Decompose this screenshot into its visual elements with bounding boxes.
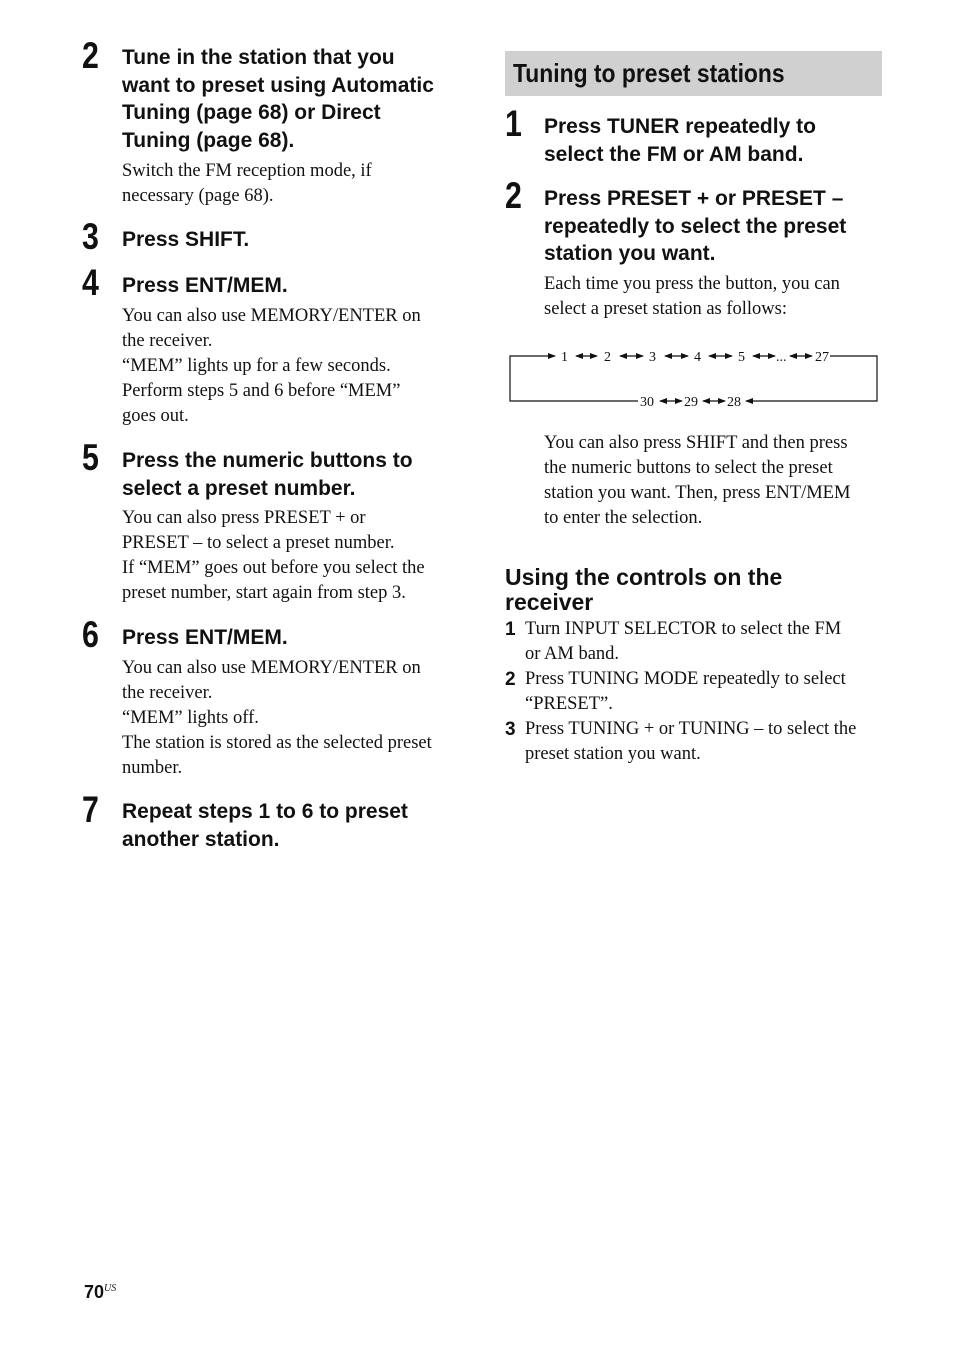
preset-label: ...: [776, 350, 787, 365]
section-header-bar: [505, 51, 882, 96]
body-line: to enter the selection.: [544, 508, 703, 528]
body-line: preset number, start again from step 3.: [122, 583, 406, 603]
preset-label: 2: [604, 350, 611, 365]
heading-line: select the FM or AM band.: [544, 142, 804, 166]
page-region-suffix: US: [104, 1283, 117, 1294]
body-line: number.: [122, 758, 183, 778]
heading-line: Tuning (page 68).: [122, 128, 295, 152]
body-line: “MEM” lights off.: [122, 708, 259, 728]
control-step-text: [525, 667, 846, 717]
step-number: 7: [82, 789, 99, 830]
body-line: “MEM” lights up for a few seconds.: [122, 356, 391, 376]
step-body: [122, 304, 421, 429]
step-heading: [122, 44, 434, 154]
step-number: 5: [82, 437, 99, 478]
step-heading: [122, 798, 408, 853]
body-line: “PRESET”.: [525, 694, 613, 714]
heading-line: Press ENT/MEM.: [122, 626, 288, 649]
control-step-text: [525, 717, 856, 767]
step-heading: [122, 272, 288, 300]
heading-line: Repeat steps 1 to 6 to preset: [122, 800, 408, 823]
heading-line: receiver: [505, 589, 594, 615]
heading-line: Tuning (page 68) or Direct: [122, 101, 381, 124]
body-line: station you want. Then, press ENT/MEM: [544, 483, 851, 503]
controls-heading: [505, 565, 782, 615]
step-heading: [122, 624, 288, 652]
loop-line-right: [746, 356, 877, 401]
body-line: The station is stored as the selected preset: [122, 733, 432, 753]
body-line: Press TUNING MODE repeatedly to select: [525, 669, 846, 689]
preset-label: 28: [727, 395, 741, 410]
control-step-number: 1: [505, 619, 516, 640]
body-line: necessary (page 68).: [122, 186, 274, 206]
preset-label: 1: [561, 350, 568, 365]
step-body: [122, 506, 425, 606]
preset-label: 3: [649, 350, 656, 365]
heading-line: Tune in the station that you: [122, 46, 395, 69]
body-line: Turn INPUT SELECTOR to select the FM: [525, 619, 842, 639]
step-body: [544, 272, 840, 322]
body-line: Each time you press the button, you can: [544, 274, 840, 294]
step-body: [122, 656, 432, 781]
body-line: preset station you want.: [525, 744, 701, 764]
body-line: the numeric buttons to select the preset: [544, 458, 833, 478]
step-number: 4: [82, 262, 99, 303]
heading-line: Using the controls on the: [505, 564, 783, 590]
heading-line: another station.: [122, 827, 280, 851]
heading-line: want to preset using Automatic: [122, 73, 434, 97]
body-line: If “MEM” goes out before you select the: [122, 558, 425, 578]
page-number: [84, 1282, 116, 1303]
heading-line: Press SHIFT.: [122, 228, 250, 251]
heading-line: Press TUNER repeatedly to: [544, 115, 816, 138]
control-step-number: 3: [505, 719, 516, 740]
body-line: You can also use MEMORY/ENTER on: [122, 658, 421, 678]
step-heading: [544, 113, 816, 168]
body-line: Perform steps 5 and 6 before “MEM”: [122, 381, 401, 401]
heading-line: Press ENT/MEM.: [122, 274, 288, 297]
preset-label: 30: [640, 395, 654, 410]
preset-label: 4: [694, 350, 701, 365]
heading-line: station you want.: [544, 242, 716, 265]
body-line: goes out.: [122, 406, 189, 426]
step-body: [122, 159, 372, 209]
body-line: You can also press SHIFT and then press: [544, 433, 848, 453]
body-line: the receiver.: [122, 683, 213, 703]
step-heading: [122, 447, 413, 502]
heading-line: Press PRESET + or PRESET –: [544, 187, 844, 210]
section-title: Tuning to preset stations: [513, 58, 785, 88]
preset-label: 27: [815, 350, 829, 365]
body-line: the receiver.: [122, 331, 213, 351]
body-line: select a preset station as follows:: [544, 299, 788, 319]
body-line: You can also press PRESET + or: [122, 508, 366, 528]
loop-line-left: [510, 356, 638, 401]
heading-line: select a preset number.: [122, 476, 356, 500]
step-number: 3: [82, 216, 99, 257]
body-line: You can also use MEMORY/ENTER on: [122, 306, 421, 326]
after-diagram-text: [544, 431, 850, 531]
preset-cycle-diagram: [505, 340, 885, 410]
heading-line: Press the numeric buttons to: [122, 449, 413, 472]
body-line: Press TUNING + or TUNING – to select the: [525, 719, 857, 739]
step-number: 1: [505, 103, 522, 144]
heading-line: repeatedly to select the preset: [544, 214, 847, 238]
body-line: or AM band.: [525, 644, 620, 664]
page-number-value: 70: [84, 1282, 105, 1302]
body-line: PRESET – to select a preset number.: [122, 533, 395, 553]
control-step-number: 2: [505, 669, 516, 690]
step-heading: [544, 185, 846, 268]
preset-label: 5: [738, 350, 745, 365]
preset-label: 29: [684, 395, 698, 410]
control-step-text: [525, 617, 841, 667]
body-line: Switch the FM reception mode, if: [122, 161, 372, 181]
step-number: 6: [82, 614, 99, 655]
step-number: 2: [82, 35, 99, 76]
step-heading: [122, 226, 249, 254]
step-number: 2: [505, 175, 522, 216]
